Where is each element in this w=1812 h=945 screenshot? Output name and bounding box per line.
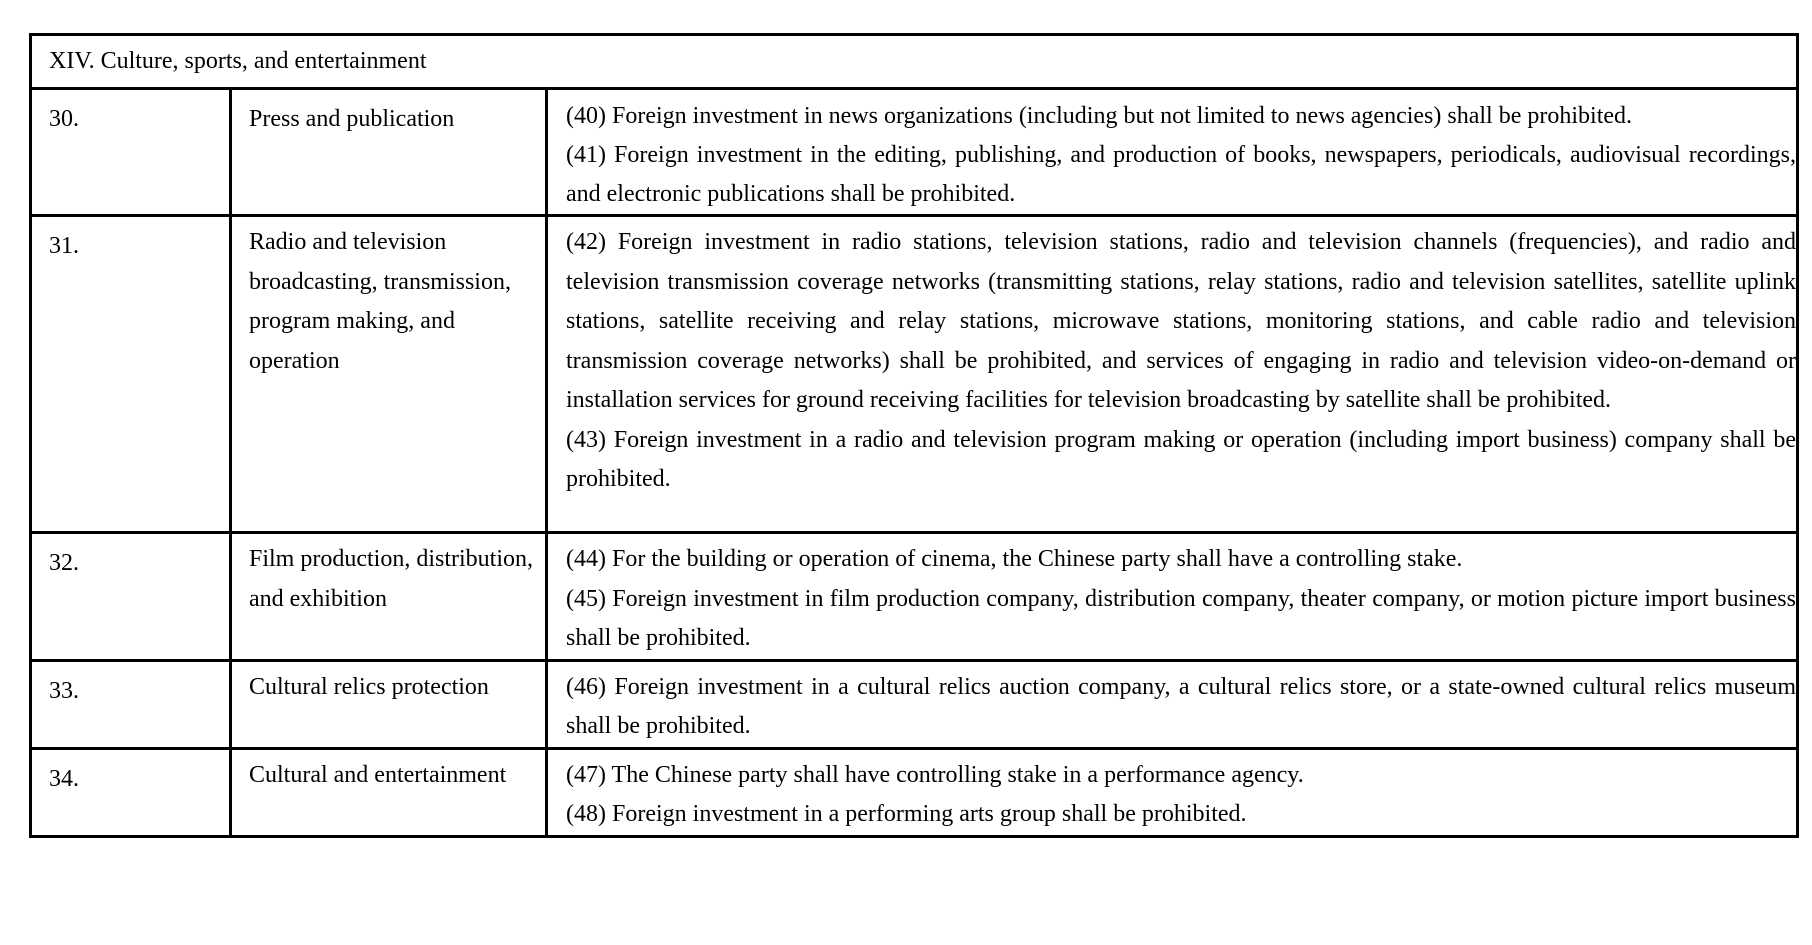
row-number: 30. <box>31 89 231 216</box>
row-number: 33. <box>31 660 231 748</box>
table-row <box>31 216 1798 533</box>
row-category <box>231 216 547 533</box>
table-row <box>31 533 1798 661</box>
row-description <box>547 216 1798 533</box>
list-item: (42) Foreign investment in radio stations, television stations, radio and television channels (frequencies), and radio and television transmission coverage networks (transmitting stations, relay stations, radio and television satellites, satellite uplink stations, satellite receiving and relay stations, microwave stations, monitoring stations, and cable radio and television transmission coverage networks) shall be prohibited, and services of engaging in radio and television video-on-demand or installation services for ground receiving facilities for television broadcasting by satellite shall be prohibited. <box>566 229 1796 413</box>
list-item: (47) The Chinese party shall have controlling stake in a performance agency. <box>566 761 1304 788</box>
list-item: (41) Foreign investment in the editing, publishing, and production of books, newspapers, periodicals, audiovisual recordings, and electronic publications shall be prohibited. <box>566 142 1796 207</box>
table-row <box>31 748 1798 836</box>
row-category <box>231 533 547 661</box>
row-category: Cultural relics protection <box>231 660 547 748</box>
row-description <box>547 748 1798 836</box>
table-row <box>31 660 1798 748</box>
row-description <box>547 89 1798 216</box>
row-description <box>547 660 1798 748</box>
row-category-label: Film production, distribution, and exhibition <box>249 546 534 612</box>
table-row <box>31 89 1798 216</box>
list-item: (40) Foreign investment in news organizations (including but not limited to news agencies) shall be prohibited. <box>566 103 1633 129</box>
list-item: (45) Foreign investment in film production company, distribution company, theater company, or motion picture import business shall be prohibited. <box>566 585 1796 651</box>
list-item: (44) For the building or operation of cinema, the Chinese party shall have a controlling stake. <box>566 546 1463 572</box>
row-number: 34. <box>31 748 231 836</box>
row-category: Press and publication <box>231 89 547 216</box>
list-item: (46) Foreign investment in a cultural relics auction company, a cultural relics store, or a state-owned cultural relics museum shall be prohibited. <box>566 673 1796 739</box>
row-category: Cultural and entertainment <box>231 748 547 836</box>
list-item: (48) Foreign investment in a performing arts group shall be prohibited. <box>566 801 1247 827</box>
section-header-row <box>31 35 1798 89</box>
row-category-label: Radio and television broadcasting, transmission, program making, and operation <box>249 229 511 374</box>
row-description <box>547 533 1798 661</box>
negative-list-table <box>29 33 1799 838</box>
row-number: 31. <box>31 216 231 533</box>
row-number: 32. <box>31 533 231 661</box>
section-title: XIV. Culture, sports, and entertainment <box>31 35 1798 89</box>
list-item: (43) Foreign investment in a radio and television program making or operation (including import business) company shall be prohibited. <box>566 426 1796 492</box>
